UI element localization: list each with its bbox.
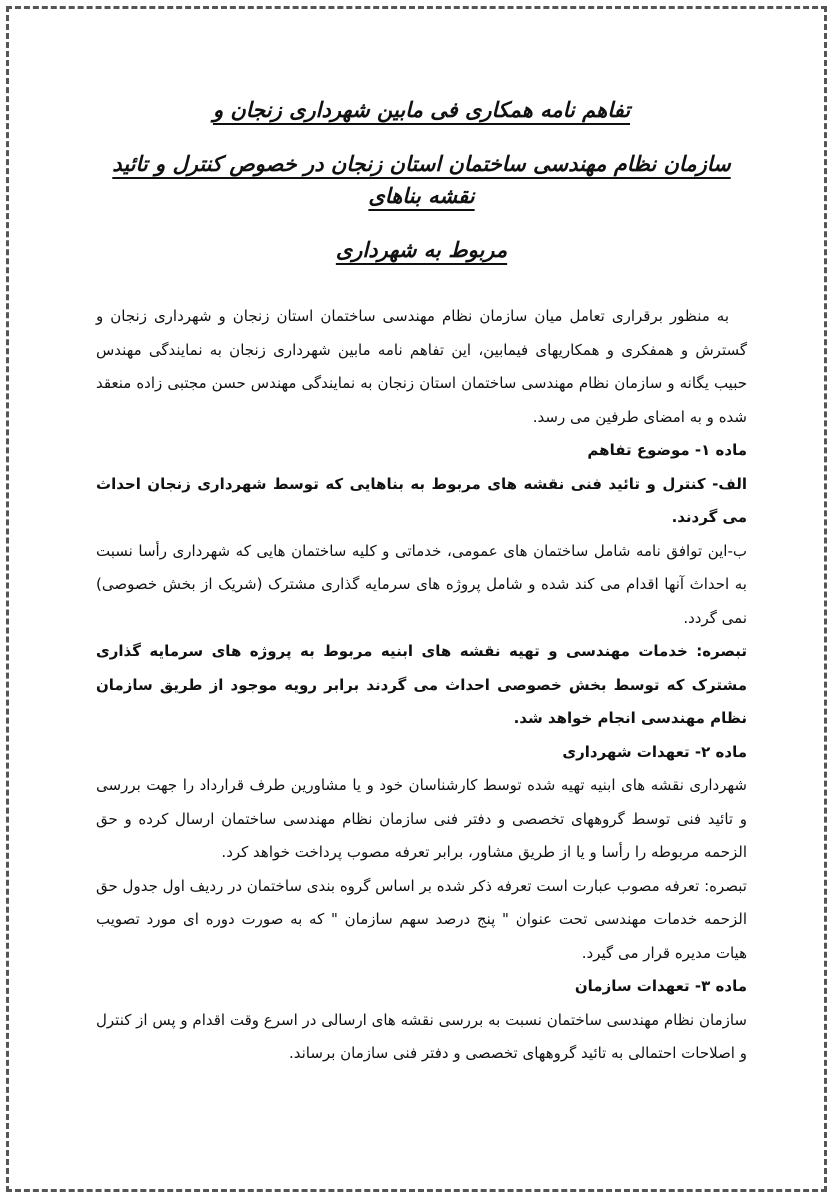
article-1-clause-a: الف- کنترل و تائید فنی نقشه های مربوط به بناهایی که توسط شهرداری زنجان احداث می گردند. xyxy=(96,474,747,526)
article-2-heading: ماده ۲- تعهدات شهرداری xyxy=(562,742,747,761)
article-3-text: سازمان نظام مهندسی ساختمان نسبت به بررسی نقشه های ارسالی در اسرع وقت اقدام و پس از کنترل و اصلاحات احتمالی به تائید گروههای تخصصی و دفتر فنی سازمان برساند. xyxy=(96,1010,747,1062)
document xyxy=(96,86,747,1071)
article-2-text: شهرداری نقشه های ابنیه تهیه شده توسط کارشناسان خود و یا مشاورین طرف قرارداد را جهت بررسی و تائید فنی توسط گروههای تخصصی و دفتر فنی سازمان نظام مهندسی ساختمان ارسال کرده و حق الزحمه مربوطه را رأسا و یا از طریق مشاور، برابر تعرفه مصوب پرداخت خواهد کرد. xyxy=(96,776,747,861)
article-1-clause-b: ب-این توافق نامه شامل ساختمان های عمومی، خدماتی و کلیه ساختمان هایی که شهرداری رأسا نسبت به احداث آنها اقدام می کند شده و شامل پروژه های سرمایه گذاری مشترک (شریک از بخش خصوصی) نمی گردد. xyxy=(96,541,747,627)
document-body xyxy=(96,300,747,1071)
title-line-3: مربوط به شهرداری xyxy=(335,238,508,262)
article-1-note: تبصره: خدمات مهندسی و تهیه نقشه های ابنیه مربوط به پروژه های سرمایه گذاری مشترک که توسط بخش خصوصی احداث می گردند برابر رویه موجود از طریق سازمان نظام مهندسی انجام خواهد شد. xyxy=(96,642,747,727)
title-line-2: سازمان نظام مهندسی ساختمان استان زنجان در خصوص کنترل و تائید نقشه بناهای xyxy=(112,152,731,208)
title-line-1: تفاهم نامه همکاری فی مابین شهرداری زنجان و xyxy=(212,98,631,122)
article-2-note: تبصره: تعرفه مصوب عبارت است تعرفه ذکر شده بر اساس گروه بندی ساختمان در ردیف اول جدول حق الزحمه خدمات مهندسی تحت عنوان " پنج درصد سهم سازمان " که به صورت دوره ای مورد تصویب هیات مدیره قرار می گیرد. xyxy=(96,876,747,962)
article-1-heading: ماده ۱- موضوع تفاهم xyxy=(587,441,747,459)
article-3-heading: ماده ۳- تعهدات سازمان xyxy=(574,977,747,995)
intro-paragraph: به منظور برقراری تعامل میان سازمان نظام مهندسی ساختمان استان زنجان و شهرداری زنجان و گسترش و همفکری و همکاریهای فیمابین، این تفاهم نامه مابین شهرداری زنجان به نمایندگی مهندس حبیب یگانه و سازمان نظام مهندسی ساختمان استان زنجان به نمایندگی مهندس حسن مجتبی زاده منعقد شده و به امضای طرفین می رسد. xyxy=(96,307,747,426)
